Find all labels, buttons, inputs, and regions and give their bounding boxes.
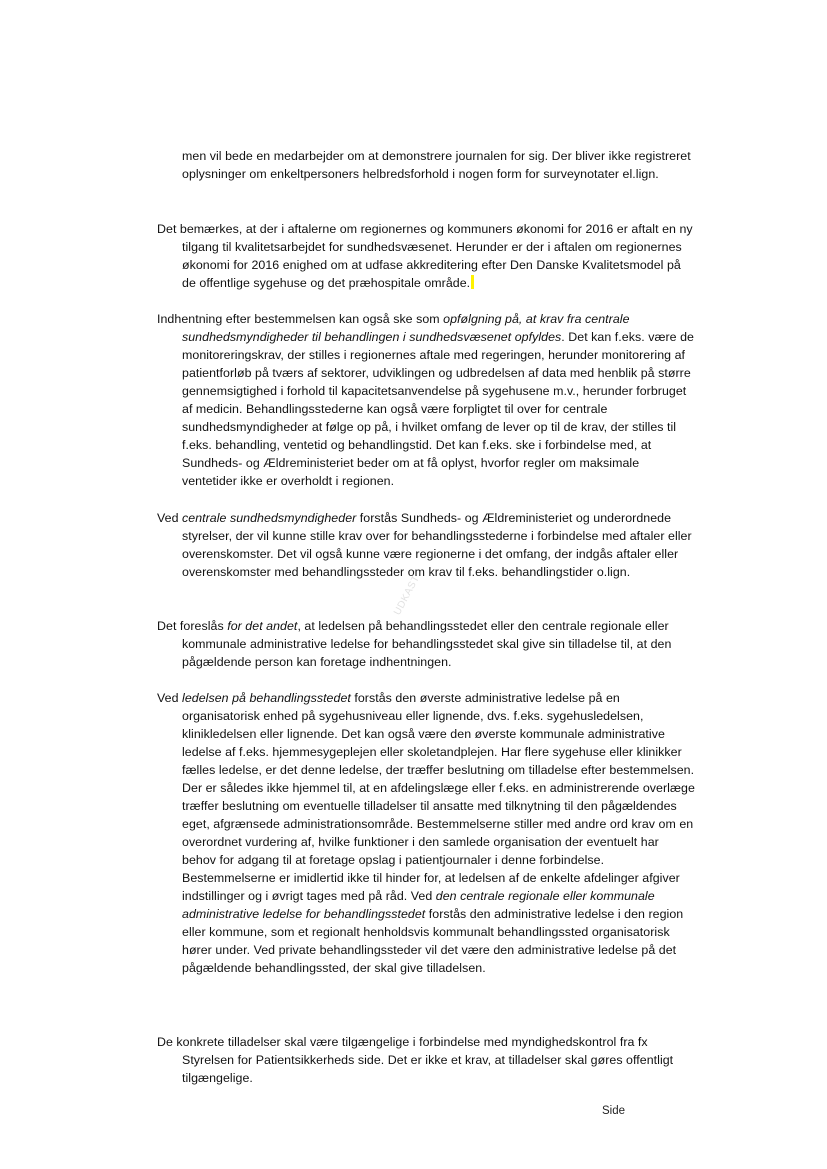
paragraph-emphasis: den centrale regionale eller kommunale administrative ledelse for behandlingsstedet — [182, 889, 655, 921]
paragraph-text: Ved — [157, 691, 183, 705]
paragraph-text: men vil bede en medarbejder om at demonstrere journalen for sig. Der bliver ikke registreret oplysninger om enkeltpersoners helbredsforhold i nogen form for surveynotater el.lign. — [182, 149, 691, 181]
paragraph-text: forstås den administrative ledelse i den region eller kommune, som et regionalt henholdsvis kommunalt behandlingssted organisatorisk hører under. Ved private behandlingssteder vil det være den administrative ledelse på det pågældende behandlingssted, der skal give tilladelsen. — [182, 907, 684, 975]
paragraph-text: forstås den øverste administrative ledelse på en organisatorisk enhed på sygehusniveau eller lignende, dvs. f.eks. sygehusledelsen, klinikledelsen eller lignende. Det kan også være den øverste kommunale administrative ledelse af f.eks. hjemmesygeplejen eller skoletandplejen. Har flere sygehuse eller klinikker fælles ledelse, er det denne ledelse, der træffer beslutning om tilladelse efter bestemmelsen. Der er således ikke hjemmel til, at en afdelingslæge eller f.eks. en administrerende overlæge træffer beslutning om eventuelle tilladelser til ansatte med tilknytning til den pågældendes eget, afgrænsede administrationsområde. Bestemmelserne stiller med andre ord krav om en overordnet vurdering af, hvilke funktioner i den samlede organisation der eventuelt har behov for adgang til at foretage opslag i patientjournaler i denne forbindelse. Bestemmelserne er imidlertid ikke til hinder for, at ledelsen af de enkelte afdelinger afgiver indstillinger og i øvrigt tages med på råd. Ved — [182, 691, 695, 903]
paragraph-survey-notes — [157, 147, 695, 183]
paragraph-text: . Det kan f.eks. være de monitoreringskrav, der stilles i regionernes aftale med regeringen, herunder monitorering af patientforløb på tværs af sektorer, udviklingen og udbredelsen af data med henblik på større gennemsigtighed i forhold til kapacitetsanvendelse på sygehusene m.v., herunder forbruget af medicin. Behandlingsstederne kan også være forpligtet til over for centrale sundhedsmyndigheder at følge op på, i hvilket omfang de lever op til de krav, der stilles til f.eks. behandling, ventetid og behandlingstid. Det kan f.eks. ske i forbindelse med, at Sundheds- og Ældreministeriet beder om at få oplyst, hvorfor regler om maksimale ventetider ikke er overholdt i regionen. — [182, 330, 695, 488]
paragraph-emphasis: ledelsen på behandlingsstedet — [182, 691, 351, 705]
paragraph-text: forstås Sundheds- og Ældreministeriet og underordnede styrelser, der vil kunne stille krav over for behandlingsstederne i forbindelse med aftaler eller overenskomster. Det vil også kunne være regionerne i det omfang, der indgås aftaler eller overenskomster med behandlingssteder om krav til f.eks. behandlingstider o.lign. — [182, 511, 692, 579]
paragraph-permissions-availability — [157, 1033, 695, 1087]
paragraph-text: , at ledelsen på behandlingsstedet eller den centrale regionale eller kommunale administrative ledelse for behandlingsstedet skal give sin tilladelse til, at den pågældende person kan foretage indhentningen. — [182, 619, 672, 669]
paragraph-quality-work — [157, 220, 695, 292]
paragraph-emphasis: opfølgning på, at krav fra centrale sundhedsmyndigheder til behandlingen i sundhedsvæsenet opfyldes — [182, 312, 630, 344]
paragraph-text: Ved — [157, 511, 183, 525]
paragraph-text: Indhentning efter bestemmelsen kan også ske som — [157, 312, 444, 326]
paragraph-second-proposal — [157, 617, 695, 671]
paragraph-text: Det bemærkes, at der i aftalerne om regionernes og kommuners økonomi for 2016 er aftalt en ny tilgang til kvalitetsarbejdet for sundhedsvæsenet. Herunder er der i aftalen om regionernes økonomi for 2016 enighed om at udfase akkreditering efter Den Danske Kvalitetsmodel på de offentlige sygehuse og det præhospitale område. — [157, 222, 693, 290]
paragraph-text: Det foreslås — [157, 619, 228, 633]
paragraph-text: De konkrete tilladelser skal være tilgængelige i forbindelse med myndighedskontrol fra fx Styrelsen for Patientsikkerheds side. Det er ikke et krav, at tilladelser skal gøres offentligt tilgængelige. — [157, 1035, 674, 1085]
paragraph-emphasis: centrale sundhedsmyndigheder — [182, 511, 357, 525]
paragraph-central-authorities — [157, 509, 695, 581]
paragraph-management-definition — [157, 689, 695, 977]
paragraph-emphasis: for det andet — [227, 619, 298, 633]
text-highlight-marker — [471, 275, 474, 289]
draft-watermark: UDKAST — [392, 573, 423, 618]
paragraph-follow-up-requirements — [157, 310, 695, 490]
page-footer-label: Side — [602, 1105, 626, 1117]
